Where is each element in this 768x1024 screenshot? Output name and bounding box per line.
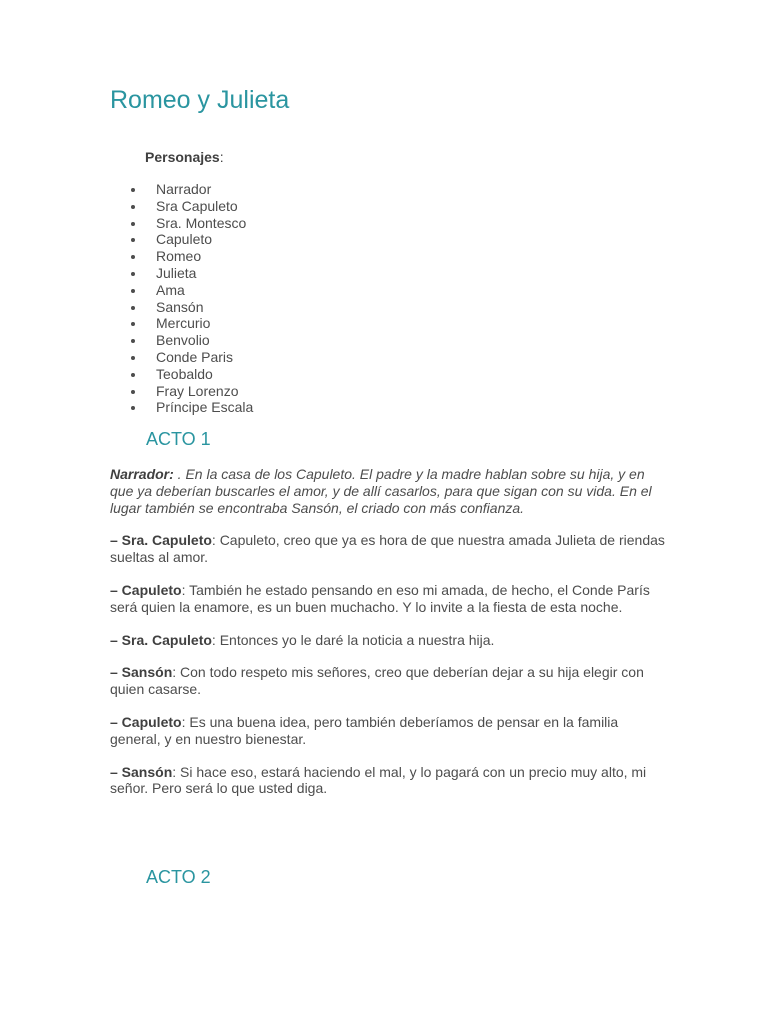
characters-list: [130, 181, 253, 416]
character-name: Romeo: [156, 248, 202, 265]
dialogue-text: : Entonces yo le daré la noticia a nuestra hija.: [211, 631, 495, 648]
list-item: [130, 265, 253, 282]
speaker-name: – Capuleto: [110, 713, 182, 730]
bullet-icon: [131, 188, 135, 192]
bullet-icon: [131, 289, 135, 293]
list-item: [130, 215, 253, 232]
characters-heading-colon: :: [219, 149, 224, 165]
list-item: [130, 366, 253, 383]
bullet-icon: [131, 205, 135, 209]
bullet-icon: [131, 238, 135, 242]
characters-heading: [145, 148, 224, 166]
bullet-icon: [131, 222, 135, 226]
list-item: [130, 198, 253, 215]
act-2-heading: ACTO 2: [146, 867, 211, 887]
list-item: [130, 299, 253, 316]
dialogue-paragraph: [110, 532, 665, 566]
bullet-icon: [131, 406, 135, 410]
act-1-heading: ACTO 1: [146, 429, 211, 449]
dialogue-paragraph: [110, 632, 665, 649]
dialogue-text: : Con todo respeto mis señores, creo que deberían dejar a su hija elegir con quien casarse.: [110, 664, 644, 698]
character-name: Narrador: [156, 181, 212, 197]
speaker-name: – Capuleto: [110, 581, 182, 598]
bullet-icon: [131, 390, 135, 394]
dialogue-text: : Si hace eso, estará haciendo el mal, y lo pagará con un precio muy alto, mi señor. Pero será lo que usted diga.: [110, 763, 647, 797]
dialogue-text: : Capuleto, creo que ya es hora de que nuestra amada Julieta de riendas sueltas al amor.: [110, 532, 665, 566]
document-title: Romeo y Julieta: [110, 86, 290, 114]
dialogue-paragraph: [110, 714, 665, 748]
bullet-icon: [131, 322, 135, 326]
dialogue-paragraph: [110, 466, 665, 516]
list-item: [130, 231, 253, 248]
character-name: Conde Paris: [156, 348, 234, 365]
speaker-name: – Sansón: [110, 763, 173, 780]
list-item: [130, 181, 253, 198]
character-name: Julieta: [156, 264, 197, 281]
character-name: Sra Capuleto: [156, 197, 238, 214]
bullet-icon: [131, 339, 135, 343]
character-name: Sansón: [156, 298, 204, 315]
character-name: Sra. Montesco: [156, 214, 247, 231]
list-item: [130, 383, 253, 400]
speaker-name: Narrador:: [110, 466, 174, 482]
dialogue-paragraph: [110, 764, 665, 798]
speaker-name: – Sansón: [110, 664, 173, 681]
list-item: [130, 332, 253, 349]
speaker-name: – Sra. Capuleto: [110, 532, 212, 549]
list-item: [130, 315, 253, 332]
dialogue-text: : También he estado pensando en eso mi amada, de hecho, el Conde París será quien la enamore, es un buen muchacho. Y lo invite a la fiesta de esta noche.: [110, 581, 650, 615]
character-name: Benvolio: [156, 332, 210, 349]
character-name: Capuleto: [156, 231, 213, 248]
dialogue-paragraph: [110, 582, 665, 616]
characters-heading-label: Personajes: [145, 149, 220, 165]
list-item: [130, 248, 253, 265]
character-name: Teobaldo: [156, 365, 213, 382]
character-name: Príncipe Escala: [156, 399, 254, 416]
bullet-icon: [131, 306, 135, 310]
list-item: [130, 399, 253, 416]
bullet-icon: [131, 373, 135, 377]
speaker-name: – Sra. Capuleto: [110, 631, 212, 648]
bullet-icon: [131, 272, 135, 276]
bullet-icon: [131, 356, 135, 360]
character-name: Ama: [156, 281, 185, 298]
bullet-icon: [131, 255, 135, 259]
dialogue-text: : Es una buena idea, pero también deberíamos de pensar en la familia general, y en nuestro bienestar.: [110, 713, 619, 747]
dialogue-text: . En la casa de los Capuleto. El padre y la madre hablan sobre su hija, y en que ya deberían buscarles el amor, y de allí casarlos, para que sigan con su vida. En el lugar también se encontraba Sansón, el criado con más confianza.: [110, 466, 652, 516]
dialogue-paragraph: [110, 664, 665, 698]
list-item: [130, 349, 253, 366]
character-name: Fray Lorenzo: [156, 382, 239, 399]
character-name: Mercurio: [156, 315, 211, 332]
act-1-dialogue: [110, 466, 665, 813]
list-item: [130, 282, 253, 299]
